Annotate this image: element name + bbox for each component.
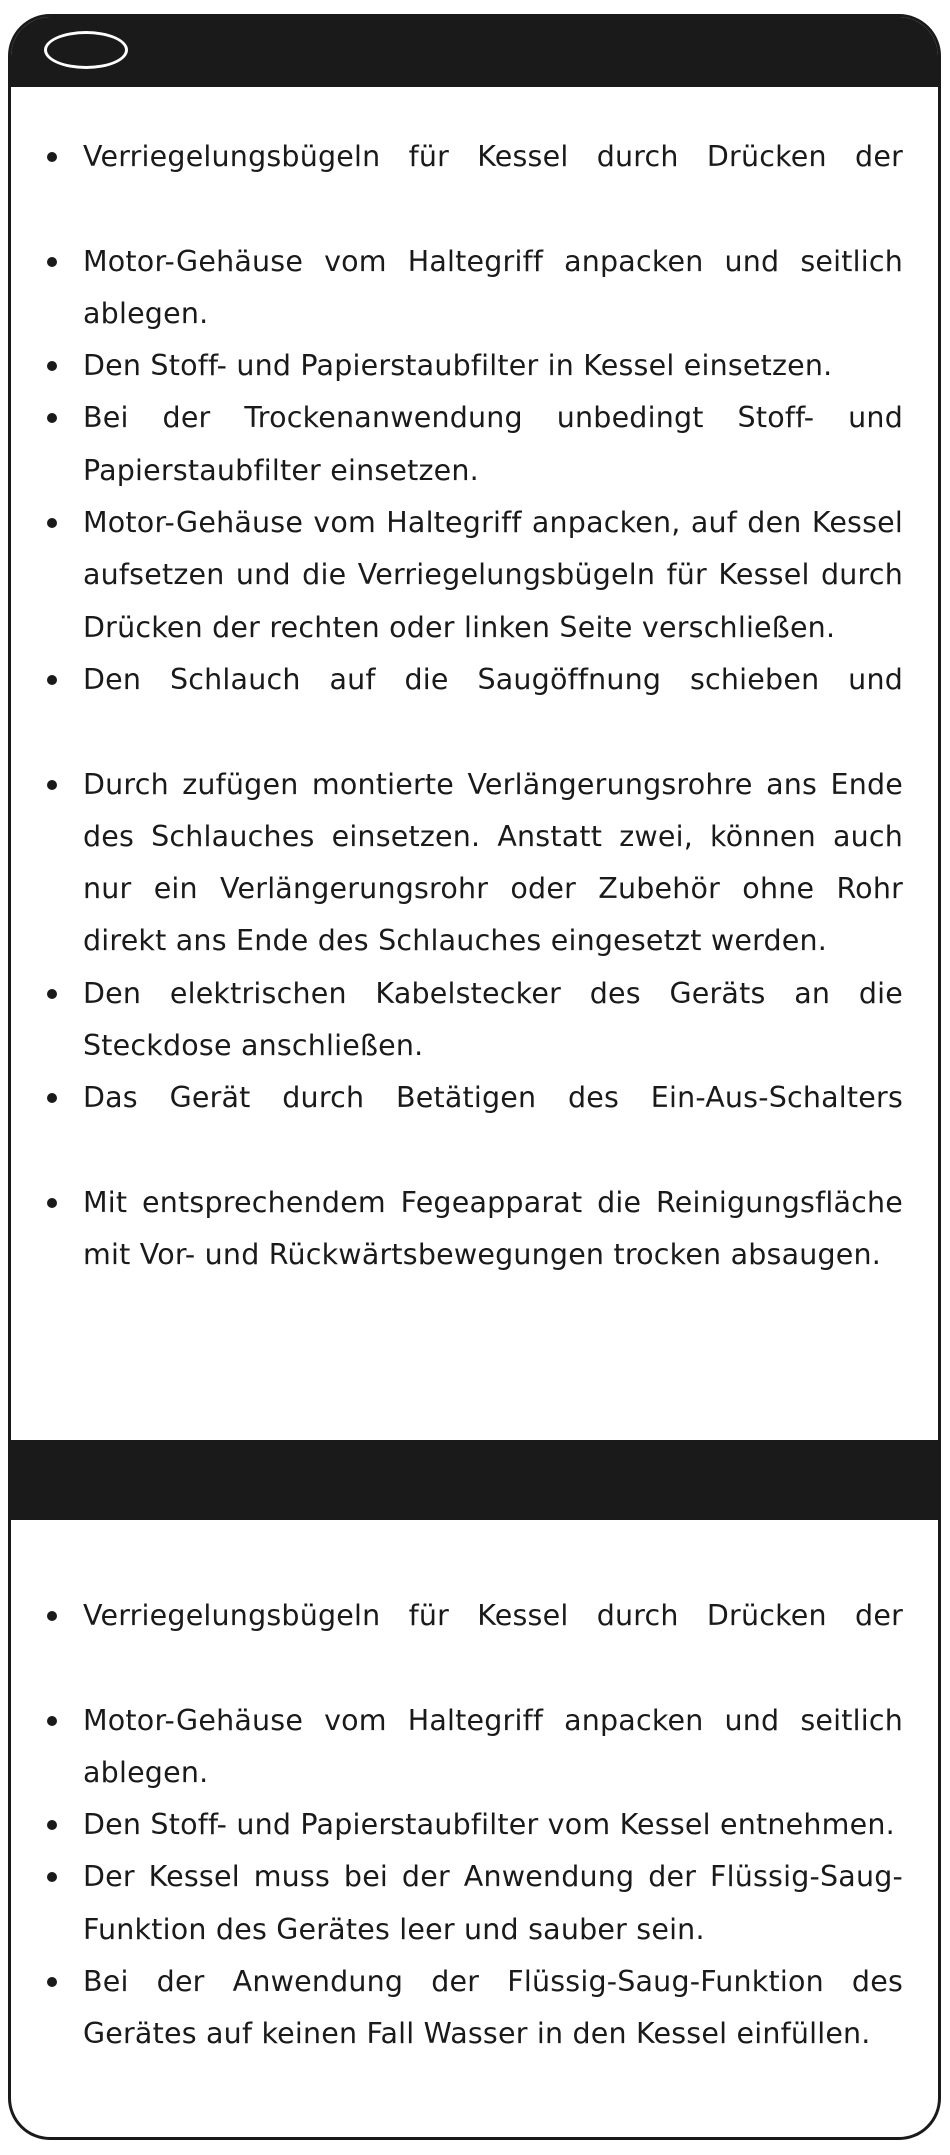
list-item bbox=[11, 759, 938, 968]
list-item bbox=[11, 497, 938, 654]
list-item-text: Den elektrischen Kabelstecker des Geräts an die Steckdose anschließen. bbox=[83, 976, 903, 1063]
instruction-list-bottom bbox=[11, 1590, 938, 2061]
bullet-icon bbox=[47, 1093, 57, 1103]
bullet-icon bbox=[47, 257, 57, 267]
list-item bbox=[11, 1177, 938, 1282]
page-frame bbox=[8, 14, 941, 2140]
list-item-text: Der Kessel muss bei der Anwendung der Flüssig-Saug-Funktion des Gerätes leer und sauber sein. bbox=[83, 1860, 903, 1946]
list-item-text: Motor-Gehäuse vom Haltegriff anpacken und seitlich ablegen. bbox=[83, 1703, 903, 1789]
list-item-text: Mit entsprechendem Fegeapparat die Reinigungsfläche mit Vor- und Rückwärtsbewegungen trocken absaugen. bbox=[83, 1185, 903, 1272]
bullet-icon bbox=[47, 989, 57, 999]
list-item bbox=[11, 1799, 938, 1851]
bullet-icon bbox=[47, 780, 57, 790]
bullet-icon bbox=[47, 1611, 57, 1621]
list-item-text: Den Stoff- und Papierstaubfilter vom Kessel entnehmen. bbox=[83, 1808, 895, 1842]
bullet-icon bbox=[47, 152, 57, 162]
list-item bbox=[11, 654, 938, 706]
list-item-text: Durch zufügen montierte Verlängerungsrohre ans Ende des Schlauches einsetzen. Anstatt zwei, können auch nur ein Verlängerungsrohr oder Zubehör ohne Rohr direkt ans Ende des Schlauches eingesetzt werden. bbox=[83, 767, 903, 958]
list-item-text: Bei der Anwendung der Flüssig-Saug-Funktion des Gerätes auf keinen Fall Wasser in den Kessel einfüllen. bbox=[83, 1965, 903, 2051]
list-item-text: Den Schlauch auf die Saugöffnung schieben und bbox=[83, 662, 903, 696]
list-item-text: Verriegelungsbügeln für Kessel durch Drücken der bbox=[83, 1599, 903, 1632]
list-item bbox=[11, 236, 938, 341]
bullet-icon bbox=[47, 675, 57, 685]
list-item-text: Motor-Gehäuse vom Haltegriff anpacken und seitlich ablegen. bbox=[83, 244, 903, 330]
oval-badge-icon bbox=[44, 31, 128, 69]
list-item-text: Bei der Trockenanwendung unbedingt Stoff- und Papierstaubfilter einsetzen. bbox=[83, 401, 903, 487]
bullet-icon bbox=[47, 413, 57, 423]
list-item-text: Verriegelungsbügeln für Kessel durch Drücken der bbox=[83, 140, 903, 173]
list-item bbox=[11, 1072, 938, 1124]
list-item bbox=[11, 1590, 938, 1642]
bullet-icon bbox=[47, 518, 57, 528]
list-item bbox=[11, 131, 938, 183]
list-item bbox=[11, 1851, 938, 1956]
list-item-text: Das Gerät durch Betätigen des Ein-Aus-Schalters bbox=[83, 1081, 903, 1115]
bullet-icon bbox=[47, 1716, 57, 1726]
list-item bbox=[11, 392, 938, 497]
section-divider-bar bbox=[11, 1440, 938, 1520]
list-item bbox=[11, 340, 938, 392]
list-item bbox=[11, 1695, 938, 1800]
bullet-icon bbox=[47, 361, 57, 371]
bullet-icon bbox=[47, 1198, 57, 1208]
bullet-icon bbox=[47, 1977, 57, 1987]
bullet-icon bbox=[47, 1820, 57, 1830]
list-item bbox=[11, 968, 938, 1073]
list-item-text: Den Stoff- und Papierstaubfilter in Kessel einsetzen. bbox=[83, 349, 833, 383]
list-item-text: Motor-Gehäuse vom Haltegriff anpacken, auf den Kessel aufsetzen und die Verriegelungsbügeln für Kessel durch Drücken der rechten oder linken Seite verschließen. bbox=[83, 506, 903, 644]
top-header-bar bbox=[11, 17, 938, 87]
list-item bbox=[11, 1956, 938, 2061]
bullet-icon bbox=[47, 1872, 57, 1882]
instruction-list-top bbox=[11, 131, 938, 1282]
